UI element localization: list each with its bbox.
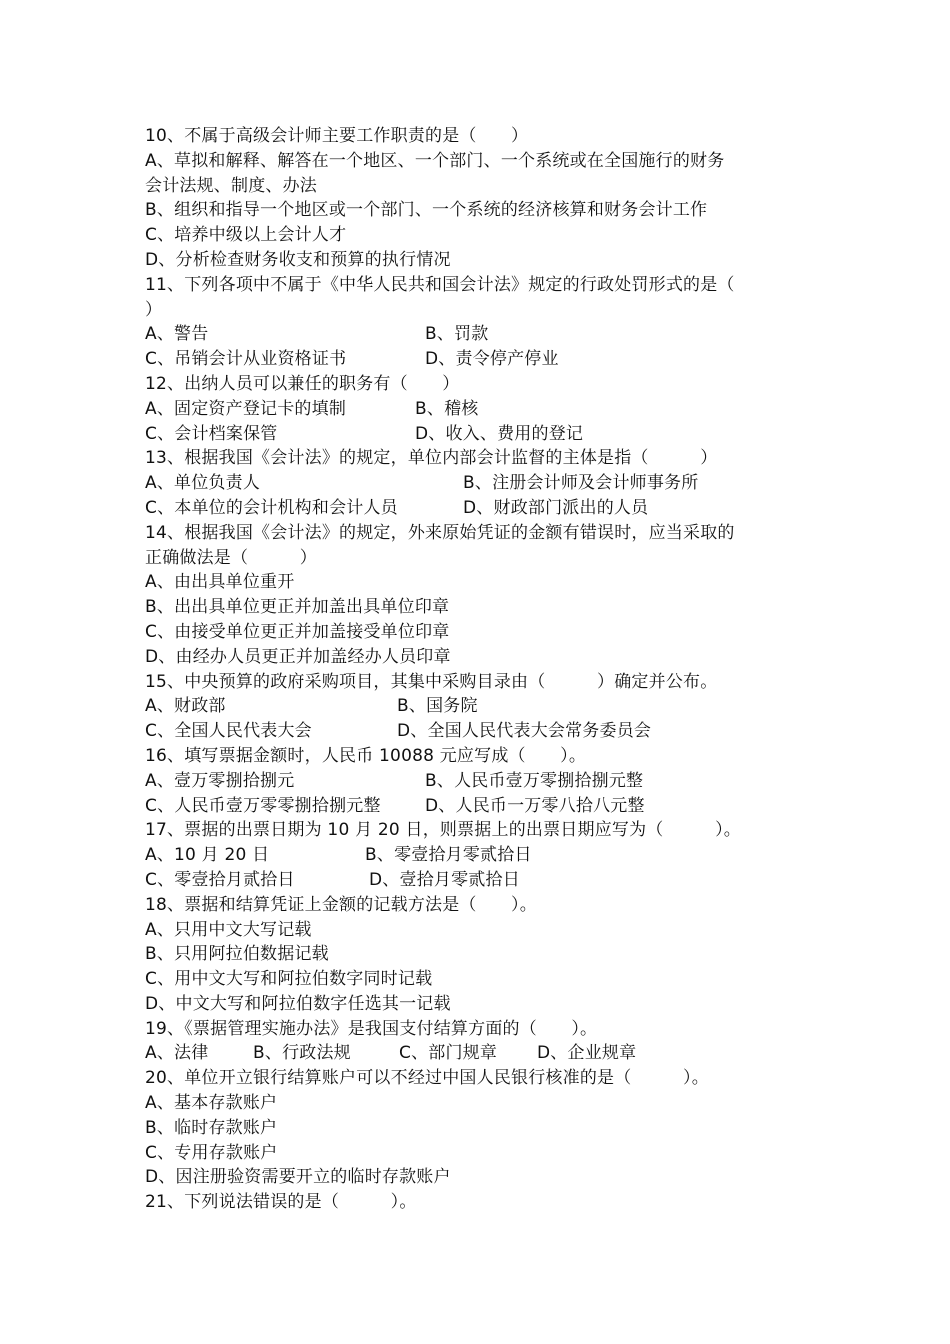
option-row	[145, 868, 810, 893]
option-a-continued: 会计法规、制度、办法	[145, 175, 317, 196]
option-c: C、会计档案保管	[145, 423, 278, 444]
option-c: C、全国人民代表大会	[145, 721, 312, 742]
option-c: C、吊销会计从业资格证书	[145, 349, 347, 370]
question-stem: 17、票据的出票日期为 10 月 20 日，则票据上的出票日期应写为（ ）。	[145, 820, 742, 841]
option-c: C、零壹拾月贰拾日	[145, 869, 295, 890]
option-d: D、因注册验资需要开立的临时存款账户	[145, 1167, 451, 1188]
option-a: A、警告	[145, 324, 209, 345]
question-stem-continued: ）	[145, 299, 163, 320]
option-d: D、收入、费用的登记	[415, 423, 584, 444]
option-a: A、财政部	[145, 696, 226, 717]
option-a: A、法律	[145, 1043, 209, 1064]
option-row	[145, 422, 810, 447]
question-stem-continued: 正确做法是（ ）	[145, 547, 317, 568]
question-stem: 19、《票据管理实施办法》是我国支付结算方面的（ ）。	[145, 1018, 598, 1039]
option-a: A、固定资产登记卡的填制	[145, 398, 347, 419]
option-d: D、责令停产停业	[425, 349, 559, 370]
option-row	[145, 322, 810, 347]
option-row	[145, 496, 810, 521]
option-a: A、壹万零捌拾捌元	[145, 770, 295, 791]
question-stem: 20、单位开立银行结算账户可以不经过中国人民银行核准的是（ ）。	[145, 1068, 709, 1089]
question-stem: 14、根据我国《会计法》的规定，外来原始凭证的金额有错误时，应当采取的	[145, 522, 735, 543]
option-c: C、由接受单位更正并加盖接受单位印章	[145, 621, 450, 642]
option-d: D、财政部门派出的人员	[463, 497, 649, 518]
option-b: B、稽核	[415, 398, 479, 419]
option-row	[145, 843, 810, 868]
option-b: B、临时存款账户	[145, 1117, 278, 1138]
option-b: B、罚款	[425, 324, 489, 345]
option-b: B、行政法规	[253, 1043, 351, 1064]
option-b: B、只用阿拉伯数据记载	[145, 944, 329, 965]
option-c: C、专用存款账户	[145, 1142, 278, 1163]
option-a: A、草拟和解释、解答在一个地区、一个部门、一个系统或在全国施行的财务	[145, 150, 725, 171]
option-d: D、由经办人员更正并加盖经办人员印章	[145, 646, 451, 667]
option-a: A、基本存款账户	[145, 1093, 278, 1114]
option-d: D、人民币一万零八拾八元整	[425, 795, 645, 816]
question-stem: 11、下列各项中不属于《中华人民共和国会计法》规定的行政处罚形式的是（	[145, 274, 735, 295]
option-b: B、出出具单位更正并加盖出具单位印章	[145, 597, 450, 618]
option-a: A、只用中文大写记载	[145, 919, 312, 940]
option-row	[145, 347, 810, 372]
option-d: D、壹拾月零贰拾日	[369, 869, 520, 890]
question-stem: 21、下列说法错误的是（ ）。	[145, 1192, 417, 1213]
question-stem: 16、填写票据金额时，人民币 10088 元应写成（ ）。	[145, 745, 587, 766]
option-d: D、全国人民代表大会常务委员会	[397, 721, 652, 742]
question-stem: 15、中央预算的政府采购项目，其集中采购目录由（ ）确定并公布。	[145, 671, 718, 692]
option-d: D、企业规章	[537, 1043, 637, 1064]
option-row	[145, 471, 810, 496]
option-row	[145, 719, 810, 744]
option-row	[145, 794, 810, 819]
option-c: C、培养中级以上会计人才	[145, 225, 347, 246]
option-b: B、组织和指导一个地区或一个部门、一个系统的经济核算和财务会计工作	[145, 200, 708, 221]
option-c: C、用中文大写和阿拉伯数字同时记载	[145, 969, 433, 990]
question-stem: 18、票据和结算凭证上金额的记载方法是（ ）。	[145, 894, 537, 915]
question-stem: 10、不属于高级会计师主要工作职责的是（ ）	[145, 126, 529, 146]
option-b: B、注册会计师及会计师事务所	[463, 473, 699, 494]
option-row	[145, 1041, 810, 1066]
option-a: A、由出具单位重开	[145, 572, 295, 593]
option-row	[145, 694, 810, 719]
option-b: B、人民币壹万零捌拾捌元整	[425, 770, 644, 791]
option-row	[145, 769, 810, 794]
option-b: B、零壹拾月零贰拾日	[365, 845, 532, 866]
question-stem: 13、根据我国《会计法》的规定，单位内部会计监督的主体是指（ ）	[145, 448, 718, 469]
option-d: D、中文大写和阿拉伯数字任选其一记载	[145, 993, 451, 1014]
exam-page	[145, 124, 810, 1215]
option-d: D、分析检查财务收支和预算的执行情况	[145, 249, 451, 270]
option-c: C、部门规章	[399, 1043, 498, 1064]
question-stem: 12、出纳人员可以兼任的职务有（ ）	[145, 373, 460, 394]
option-c: C、本单位的会计机构和会计人员	[145, 497, 398, 518]
option-b: B、国务院	[397, 696, 478, 717]
option-a: A、单位负责人	[145, 473, 261, 494]
option-row	[145, 397, 810, 422]
option-c: C、人民币壹万零零捌拾捌元整	[145, 795, 381, 816]
option-a: A、10 月 20 日	[145, 845, 270, 866]
